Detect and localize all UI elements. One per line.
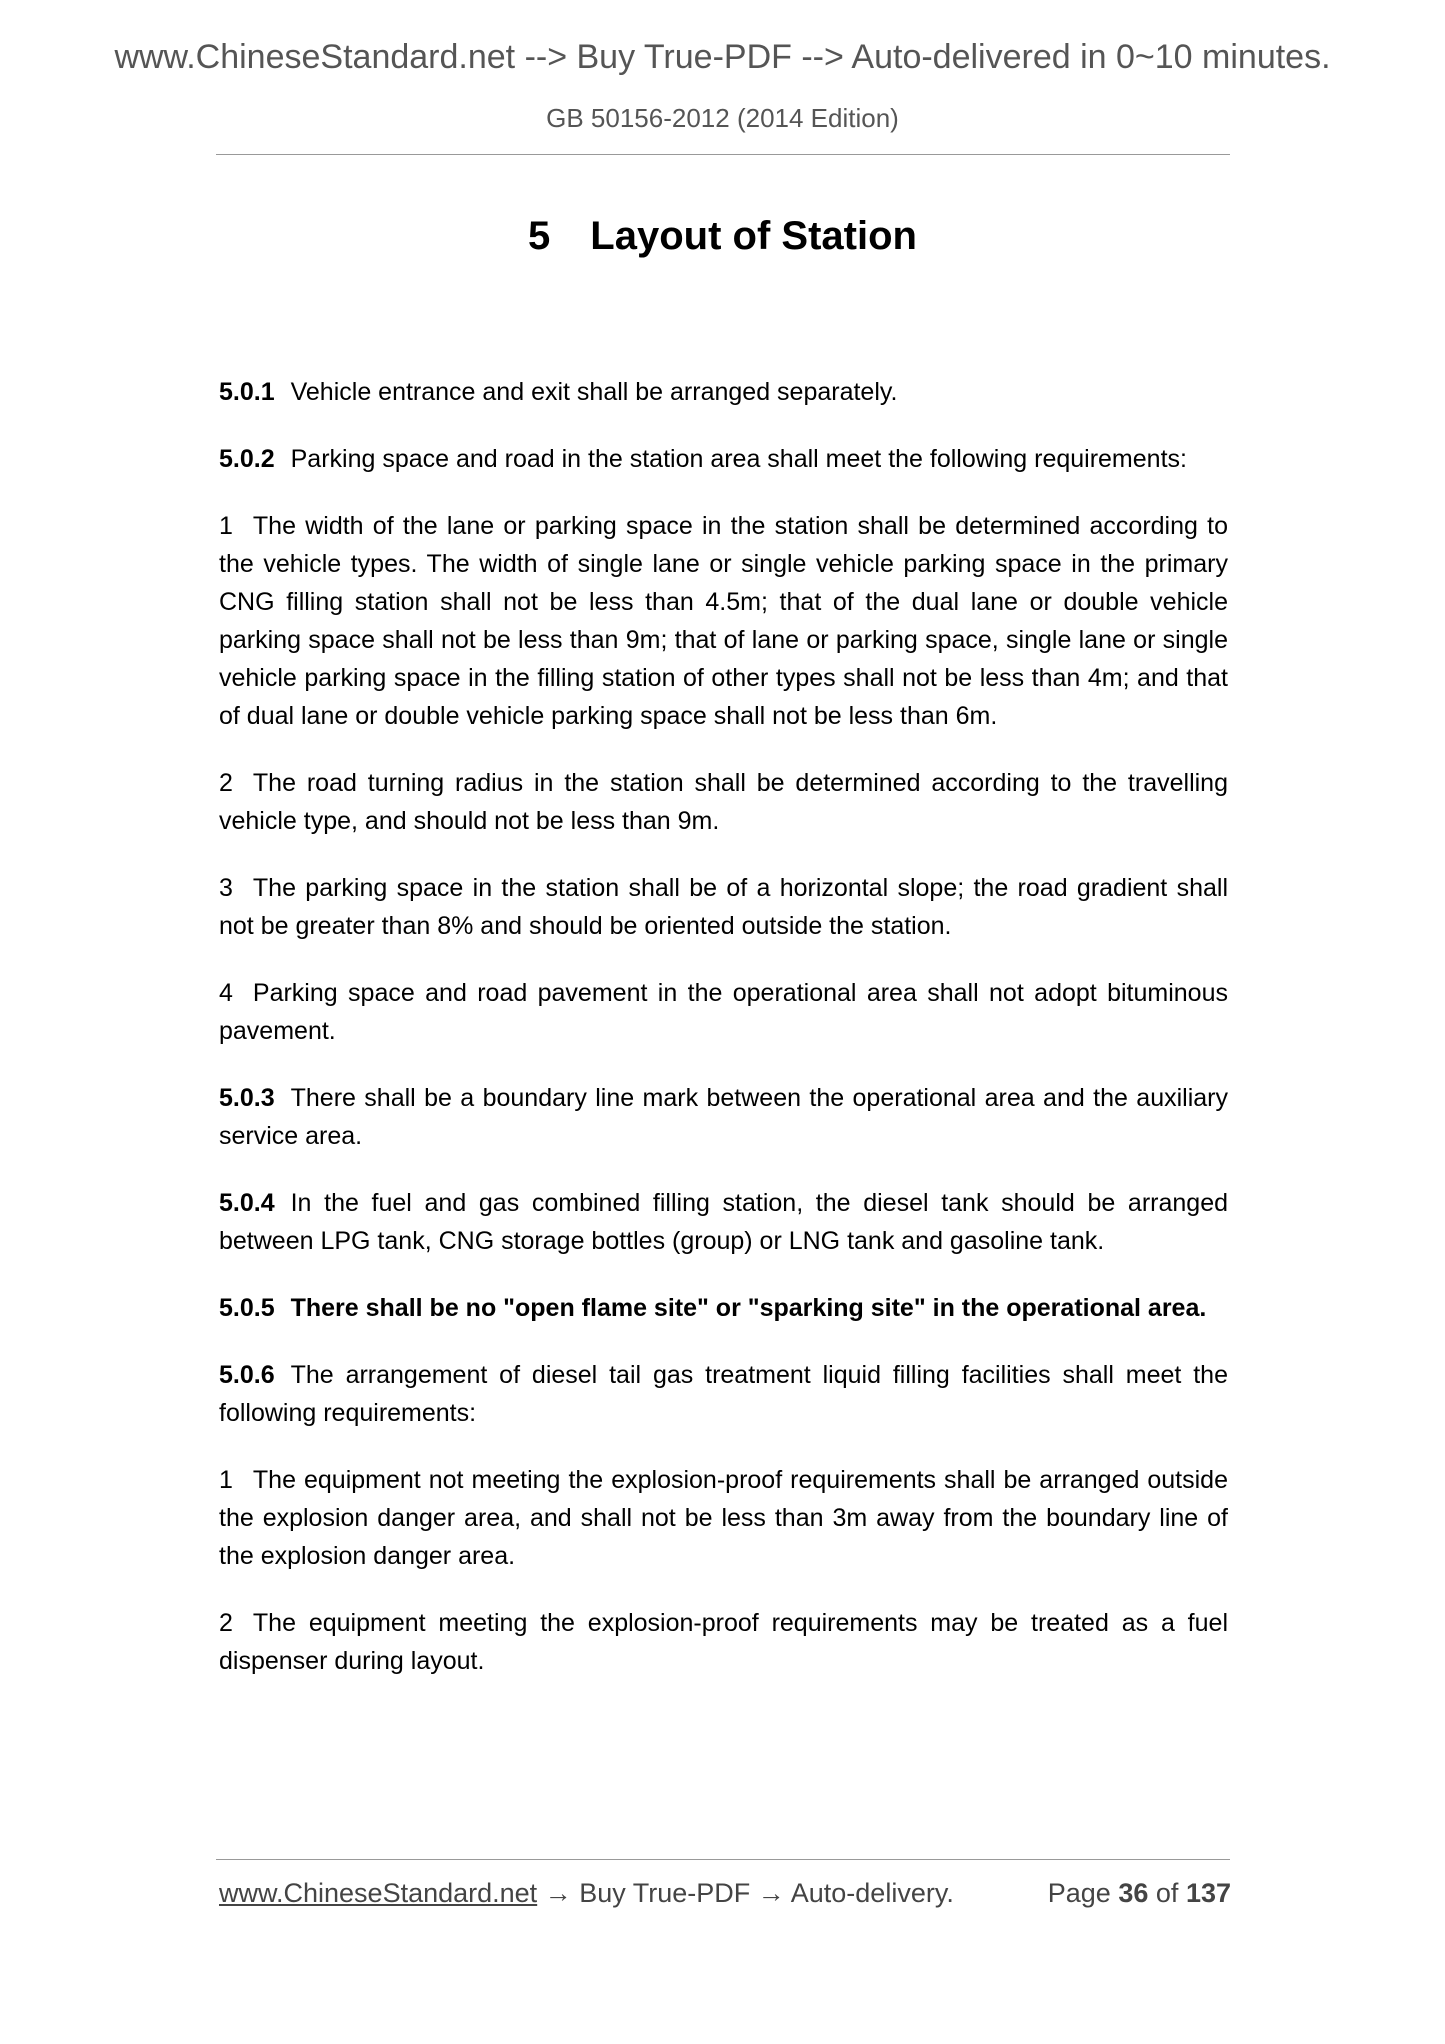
document-body: [219, 373, 1228, 1709]
clause-5-0-2: [219, 440, 1228, 478]
list-item: [219, 1461, 1228, 1575]
clause-number: 5.0.1: [219, 378, 275, 406]
item-text: The equipment meeting the explosion-proof requirements may be treated as a fuel dispenser during layout.: [219, 1609, 1228, 1675]
clause-text: In the fuel and gas combined filling station, the diesel tank should be arranged between LPG tank, CNG storage bottles (group) or LNG tank and gasoline tank.: [219, 1189, 1228, 1255]
item-number: 2: [219, 1609, 233, 1637]
clause-text: Parking space and road in the station area shall meet the following requirements:: [290, 445, 1187, 473]
header-banner: www.ChineseStandard.net --> Buy True-PDF --> Auto-delivered in 0~10 minutes.: [114, 38, 1331, 76]
clause-text: There shall be a boundary line mark between the operational area and the auxiliary service area.: [219, 1084, 1228, 1150]
list-item: [219, 974, 1228, 1050]
clause-5-0-3: [219, 1079, 1228, 1155]
item-number: 1: [219, 512, 233, 540]
clause-number: 5.0.4: [219, 1189, 275, 1217]
section-number: 5: [528, 214, 551, 258]
page-label: Page: [1047, 1878, 1111, 1908]
item-text: The width of the lane or parking space in the station shall be determined according to the vehicle types. The width of single lane or single vehicle parking space in the primary CNG filling station shall not be less than 4.5m; that of the dual lane or double vehicle parking space shall not be less than 9m; that of lane or parking space, single lane or single vehicle parking space in the filling station of other types shall not be less than 4m; and that of dual lane or double vehicle parking space shall not be less than 6m.: [219, 512, 1228, 730]
item-text: The equipment not meeting the explosion-proof requirements shall be arranged outside the explosion danger area, and shall not be less than 3m away from the boundary line of the explosion danger area.: [219, 1466, 1228, 1570]
clause-5-0-1: [219, 373, 1228, 411]
list-item: [219, 764, 1228, 840]
clause-text: Vehicle entrance and exit shall be arranged separately.: [290, 378, 898, 406]
item-number: 1: [219, 1466, 233, 1494]
item-number: 3: [219, 874, 233, 902]
clause-number: 5.0.5: [219, 1294, 275, 1322]
list-item: [219, 869, 1228, 945]
section-heading: [0, 214, 1445, 259]
list-item: [219, 1604, 1228, 1680]
page-counter: [1048, 1878, 1231, 1909]
list-item: [219, 507, 1228, 735]
item-text: The parking space in the station shall be of a horizontal slope; the road gradient shall not be greater than 8% and should be oriented outside the station.: [219, 874, 1228, 940]
page-footer: [219, 1878, 1231, 1918]
clause-5-0-5: [219, 1289, 1228, 1327]
clause-number: 5.0.3: [219, 1084, 275, 1112]
item-text: The road turning radius in the station shall be determined according to the travelling vehicle type, and should not be less than 9m.: [219, 769, 1228, 835]
of-label: of: [1155, 1878, 1179, 1908]
footer-promo: [219, 1878, 954, 1909]
clause-text: There shall be no "open flame site" or "sparking site" in the operational area.: [290, 1294, 1207, 1322]
item-number: 2: [219, 769, 233, 797]
page-total: 137: [1185, 1878, 1231, 1908]
clause-text: The arrangement of diesel tail gas treatment liquid filling facilities shall meet the following requirements:: [219, 1361, 1228, 1427]
item-number: 4: [219, 979, 233, 1007]
clause-5-0-6: [219, 1356, 1228, 1432]
clause-5-0-4: [219, 1184, 1228, 1260]
website-link[interactable]: www.ChineseStandard.net: [219, 1878, 538, 1908]
footer-divider: [216, 1859, 1230, 1860]
item-text: Parking space and road pavement in the operational area shall not adopt bituminous pavement.: [219, 979, 1228, 1045]
page-number: 36: [1118, 1878, 1149, 1908]
header-divider: [216, 154, 1230, 155]
section-title: Layout of Station: [590, 214, 917, 258]
clause-number: 5.0.2: [219, 445, 275, 473]
standard-id: GB 50156-2012 (2014 Edition): [546, 103, 899, 133]
clause-number: 5.0.6: [219, 1361, 275, 1389]
footer-tagline: → Buy True-PDF → Auto-delivery.: [544, 1878, 954, 1908]
